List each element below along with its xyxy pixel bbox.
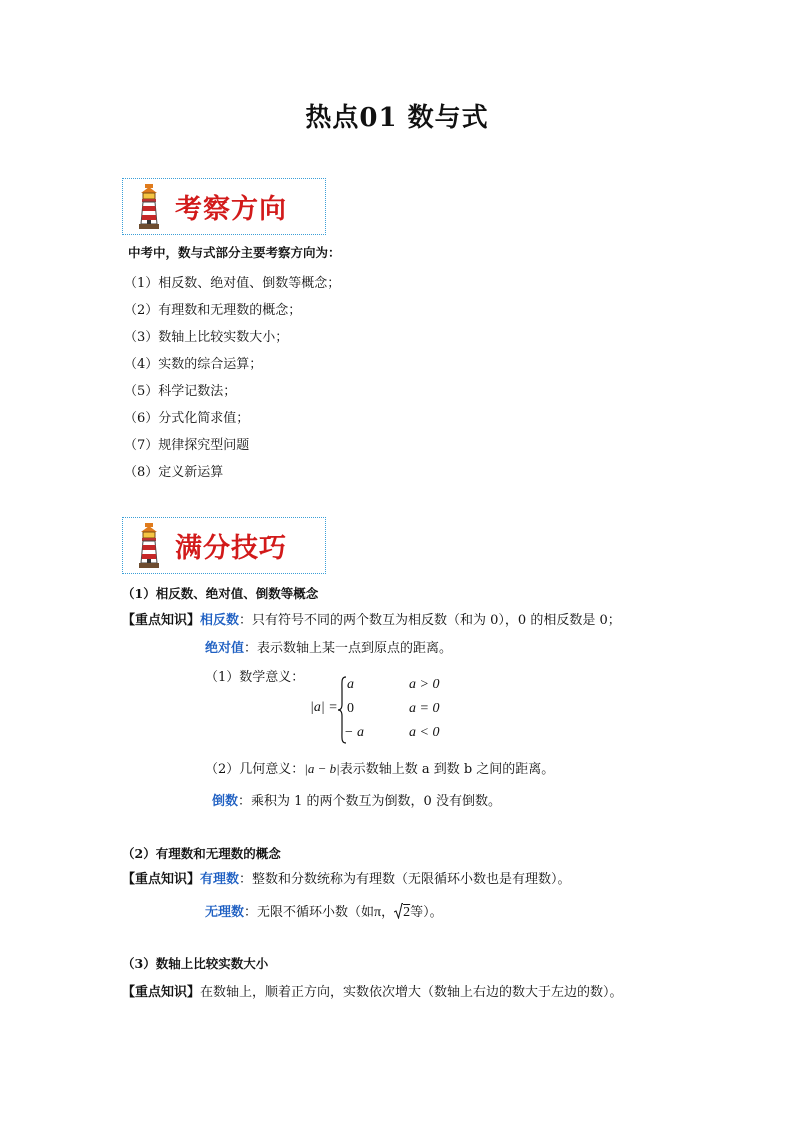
compare-line — [122, 984, 623, 1002]
intro-text: 中考中，数与式部分主要考察方向为： — [128, 245, 341, 260]
list-item: （3）数轴上比较实数大小； — [124, 330, 289, 345]
case-cond: a < 0 — [409, 725, 440, 740]
case-cond: a > 0 — [409, 677, 440, 692]
case-expr: a — [347, 677, 354, 692]
rational-line — [122, 871, 571, 889]
term-opposite: 相反数 — [200, 613, 240, 628]
case-expr: 0 — [347, 701, 354, 716]
page-title: 热点01 数与式 — [305, 103, 489, 133]
geo-meaning-line — [205, 760, 554, 779]
geo-expression: |a − b| — [304, 761, 340, 776]
pi-symbol: π — [374, 905, 382, 920]
section-header-direction — [122, 178, 326, 235]
topic-title: （1）相反数、绝对值、倒数等概念 — [122, 586, 319, 601]
geo-definition: 表示数轴上数 a 到数 b 之间的距离。 — [339, 762, 555, 777]
case-cond: a = 0 — [409, 701, 440, 716]
term-irrational: 无理数 — [205, 905, 245, 920]
list-item: （5）科学记数法； — [124, 384, 237, 399]
list-item: （4）实数的综合运算； — [124, 357, 263, 372]
term-absolute-value: 绝对值 — [205, 641, 245, 656]
abs-lhs: |a| = — [310, 700, 338, 715]
geo-meaning-label: （2）几何意义： — [205, 762, 305, 777]
abs-line — [205, 640, 452, 658]
reciprocal-line — [212, 793, 501, 811]
irrational-definition-end: 等）。 — [410, 905, 443, 920]
topic-title: （3）数轴上比较实数大小 — [122, 956, 269, 971]
sqrt-radicand: 2 — [403, 905, 411, 920]
list-item: （1）相反数、绝对值、倒数等概念； — [124, 276, 341, 291]
list-item: （2）有理数和无理数的概念； — [124, 303, 302, 318]
list-item: （8）定义新运算 — [124, 465, 224, 480]
key-knowledge-tag: 【重点知识】 — [122, 872, 201, 887]
reciprocal-definition: ：乘积为 1 的两个数互为倒数，0 没有倒数。 — [238, 794, 501, 809]
list-item: （6）分式化简求值； — [124, 411, 250, 426]
key-knowledge-tag: 【重点知识】 — [122, 985, 201, 1000]
separator: ， — [381, 905, 395, 920]
abs-definition: ：表示数轴上某一点到原点的距离。 — [244, 641, 453, 656]
key-knowledge-tag: 【重点知识】 — [122, 613, 201, 628]
opposite-line — [122, 612, 621, 630]
term-rational: 有理数 — [200, 872, 240, 887]
topic-title: （2）有理数和无理数的概念 — [122, 846, 281, 861]
irrational-line — [205, 903, 443, 922]
math-meaning-label: （1）数学意义： — [205, 670, 305, 685]
sqrt-icon — [394, 903, 403, 919]
lighthouse-icon — [133, 523, 165, 569]
irrational-definition: ：无限不循环小数（如 — [244, 905, 375, 920]
section-heading: 考察方向 — [175, 194, 287, 225]
section-heading: 满分技巧 — [175, 533, 287, 564]
lighthouse-icon — [133, 184, 165, 230]
case-expr: − a — [344, 725, 364, 740]
section-header-skills — [122, 517, 326, 574]
opposite-definition: ：只有符号不同的两个数互为相反数（和为 0），0 的相反数是 0； — [239, 613, 621, 628]
term-reciprocal: 倒数 — [212, 794, 239, 809]
list-item: （7）规律探究型问题 — [124, 438, 250, 453]
rational-definition: ：整数和分数统称为有理数（无限循环小数也是有理数）。 — [239, 872, 571, 887]
compare-definition: 在数轴上，顺着正方向，实数依次增大（数轴上右边的数大于左边的数）。 — [200, 985, 623, 1000]
